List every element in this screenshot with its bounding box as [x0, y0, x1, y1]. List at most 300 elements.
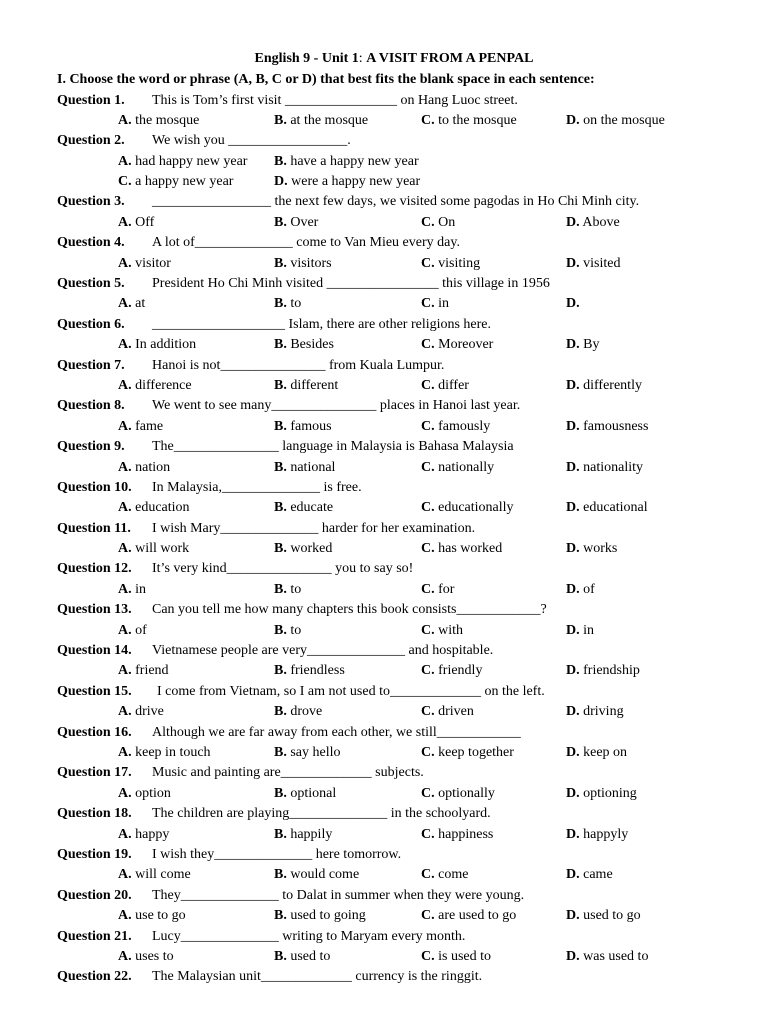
- question-item: [0, 845, 768, 865]
- question-number: Question 18.: [57, 806, 132, 822]
- answer-option: [274, 621, 301, 641]
- option-text: come: [438, 867, 469, 883]
- answer-option: [421, 294, 449, 314]
- answer-option: [118, 213, 154, 233]
- option-text: famous: [290, 418, 332, 434]
- question-item: [0, 91, 768, 111]
- answer-option: [421, 743, 514, 763]
- answer-option: [566, 213, 620, 233]
- option-text: in: [135, 581, 147, 597]
- question-text: I come from Vietnam, so I am not used to_____________ on the left.: [157, 683, 545, 699]
- option-text: have a happy new year: [290, 153, 419, 169]
- option-text: is used to: [438, 948, 492, 964]
- option-letter: C.: [421, 377, 435, 393]
- option-letter: C.: [421, 908, 435, 924]
- option-text: friendship: [583, 663, 640, 679]
- option-text: famousness: [583, 418, 649, 434]
- option-row: [0, 784, 768, 804]
- answer-option: [421, 906, 516, 926]
- option-text: optional: [290, 785, 337, 801]
- option-text: happiness: [438, 826, 494, 842]
- option-letter: D.: [566, 704, 580, 720]
- option-letter: D.: [566, 459, 580, 475]
- option-row: [0, 661, 768, 681]
- option-text: a happy new year: [135, 174, 234, 190]
- question-item: [0, 886, 768, 906]
- option-row: [0, 376, 768, 396]
- option-letter: A.: [118, 418, 132, 434]
- option-letter: B.: [274, 377, 287, 393]
- question-number: Question 11.: [57, 520, 131, 536]
- option-row: [0, 906, 768, 926]
- question-text: _________________ the next few days, we visited some pagodas in Ho Chi Minh city.: [152, 194, 640, 210]
- option-letter: D.: [566, 581, 580, 597]
- answer-option: [566, 702, 624, 722]
- option-letter: C.: [421, 112, 435, 128]
- option-text: uses to: [135, 948, 174, 964]
- option-text: works: [583, 541, 618, 557]
- question-number: Question 15.: [57, 683, 132, 699]
- option-text: education: [135, 500, 190, 516]
- answer-option: [421, 539, 502, 559]
- option-letter: B.: [274, 622, 287, 638]
- option-text: to: [290, 622, 302, 638]
- option-text: educate: [290, 500, 334, 516]
- option-text: used to go: [583, 908, 641, 924]
- question-text: I wish Mary______________ harder for her examination.: [152, 520, 476, 536]
- question-text: The Malaysian unit_____________ currency is the ringgit.: [152, 969, 483, 985]
- option-text: educationally: [438, 500, 514, 516]
- title-unit-name: A VISIT FROM A PENPAL: [366, 51, 534, 66]
- question-text: They______________ to Dalat in summer when they were young.: [152, 887, 525, 903]
- answer-option: [118, 172, 233, 192]
- question-text: Lucy______________ writing to Maryam every month.: [152, 928, 466, 944]
- option-text: friendless: [290, 663, 345, 679]
- option-letter: A.: [118, 112, 132, 128]
- option-letter: B.: [274, 826, 287, 842]
- answer-option: [566, 947, 648, 967]
- answer-option: [421, 458, 494, 478]
- question-item: [0, 641, 768, 661]
- option-letter: C.: [421, 785, 435, 801]
- option-letter: C.: [421, 418, 435, 434]
- answer-option: [274, 213, 318, 233]
- option-text: Besides: [290, 337, 334, 353]
- question-number: Question 4.: [57, 235, 125, 251]
- question-number: Question 10.: [57, 479, 132, 495]
- option-text: happyly: [583, 826, 629, 842]
- option-letter: C.: [421, 296, 435, 312]
- option-row: [0, 539, 768, 559]
- question-item: [0, 478, 768, 498]
- option-text: drive: [135, 704, 164, 720]
- answer-option: [118, 417, 163, 437]
- answer-option: [118, 702, 164, 722]
- option-letter: C.: [421, 826, 435, 842]
- option-text: the mosque: [135, 112, 200, 128]
- answer-option: [274, 702, 322, 722]
- option-letter: D.: [566, 500, 580, 516]
- option-letter: B.: [274, 214, 287, 230]
- option-text: at the mosque: [290, 112, 369, 128]
- answer-option: [274, 417, 332, 437]
- option-text: would come: [290, 867, 360, 883]
- option-letter: B.: [274, 153, 287, 169]
- option-text: happy: [135, 826, 170, 842]
- option-text: of: [135, 622, 147, 638]
- option-letter: C.: [421, 214, 435, 230]
- option-letter: C.: [421, 663, 435, 679]
- answer-option: [421, 335, 493, 355]
- question-text: We wish you _________________.: [152, 133, 351, 149]
- question-item: [0, 927, 768, 947]
- option-text: had happy new year: [135, 153, 248, 169]
- option-text: in: [583, 622, 595, 638]
- option-row: [0, 458, 768, 478]
- option-row: [0, 702, 768, 722]
- question-text: I wish they______________ here tomorrow.: [152, 846, 402, 862]
- question-text: President Ho Chi Minh visited ________________ this village in 1956: [152, 276, 550, 292]
- option-text: was used to: [583, 948, 649, 964]
- option-text: differ: [438, 377, 469, 393]
- answer-option: [421, 702, 474, 722]
- question-text: The children are playing______________ in the schoolyard.: [152, 806, 491, 822]
- question-number: Question 14.: [57, 643, 132, 659]
- option-letter: D.: [566, 948, 580, 964]
- option-letter: D.: [566, 867, 580, 883]
- option-letter: C.: [421, 948, 435, 964]
- option-letter: A.: [118, 541, 132, 557]
- title-separator: :: [358, 51, 367, 66]
- option-letter: D.: [566, 214, 580, 230]
- question-text: The_______________ language in Malaysia is Bahasa Malaysia: [152, 439, 514, 455]
- option-text: Above: [582, 214, 620, 230]
- answer-option: [566, 376, 642, 396]
- option-letter: B.: [274, 704, 287, 720]
- option-letter: A.: [118, 663, 132, 679]
- question-item: [0, 559, 768, 579]
- answer-option: [118, 743, 211, 763]
- answer-option: [118, 294, 145, 314]
- option-row: [0, 417, 768, 437]
- answer-option: [566, 458, 643, 478]
- option-text: By: [583, 337, 600, 353]
- option-text: educational: [583, 500, 648, 516]
- option-letter: C.: [421, 745, 435, 760]
- option-letter: B.: [274, 948, 287, 964]
- option-text: In addition: [135, 337, 197, 353]
- option-row: [0, 498, 768, 518]
- question-text: Vietnamese people are very______________ and hospitable.: [152, 643, 494, 659]
- answer-option: [566, 417, 648, 437]
- option-text: Off: [135, 214, 155, 230]
- answer-option: [421, 621, 463, 641]
- answer-option: [421, 661, 482, 681]
- option-text: difference: [135, 377, 192, 393]
- question-item: [0, 682, 768, 702]
- option-letter: B.: [274, 867, 287, 883]
- option-letter: A.: [118, 214, 132, 230]
- option-text: Moreover: [438, 337, 494, 353]
- option-letter: D.: [566, 663, 580, 679]
- option-text: of: [583, 581, 595, 597]
- option-letter: B.: [274, 541, 287, 557]
- option-letter: A.: [118, 153, 132, 169]
- option-letter: C.: [421, 255, 435, 271]
- option-letter: D.: [566, 908, 580, 924]
- option-letter: D.: [566, 622, 580, 638]
- answer-option: [118, 825, 169, 845]
- question-number: Question 20.: [57, 887, 132, 903]
- option-row: [0, 865, 768, 885]
- question-number: Question 22.: [57, 969, 132, 985]
- option-text: in: [438, 296, 450, 312]
- answer-option: [274, 743, 341, 763]
- answer-option: [566, 539, 617, 559]
- answer-option: [118, 661, 169, 681]
- option-text: Over: [290, 214, 319, 230]
- answer-option: [118, 458, 170, 478]
- option-letter: A.: [118, 459, 132, 475]
- answer-option: [566, 825, 628, 845]
- option-text: keep together: [438, 745, 514, 760]
- option-text: visited: [583, 255, 621, 271]
- question-item: [0, 396, 768, 416]
- answer-option: [566, 498, 648, 518]
- option-text: were a happy new year: [291, 174, 421, 190]
- option-text: visitor: [135, 255, 171, 271]
- option-text: optioning: [583, 785, 637, 801]
- option-text: differently: [583, 377, 642, 393]
- answer-option: [118, 621, 147, 641]
- question-number: Question 9.: [57, 439, 125, 455]
- answer-option: [118, 254, 171, 274]
- question-text: Music and painting are_____________ subjects.: [152, 765, 424, 781]
- option-letter: A.: [118, 908, 132, 924]
- answer-option: [118, 152, 247, 172]
- option-row: [0, 213, 768, 233]
- option-text: happily: [290, 826, 333, 842]
- option-text: to the mosque: [438, 112, 517, 128]
- question-item: [0, 519, 768, 539]
- option-letter: B.: [274, 663, 287, 679]
- option-text: will work: [135, 541, 190, 557]
- option-text: at: [135, 296, 146, 312]
- option-letter: C.: [421, 541, 435, 557]
- question-number: Question 7.: [57, 357, 125, 373]
- option-text: used to going: [290, 908, 366, 924]
- answer-option: [566, 743, 627, 763]
- option-text: came: [583, 867, 613, 883]
- answer-option: [118, 335, 196, 355]
- option-text: optionally: [438, 785, 495, 801]
- answer-option: [421, 498, 514, 518]
- answer-option: [118, 376, 192, 396]
- option-row: [0, 172, 768, 192]
- question-number: Question 3.: [57, 194, 125, 210]
- option-letter: D.: [566, 745, 580, 760]
- option-letter: A.: [118, 255, 132, 271]
- answer-option: [274, 825, 332, 845]
- option-letter: D.: [566, 541, 580, 557]
- answer-option: [566, 906, 641, 926]
- option-text: On: [438, 214, 456, 230]
- option-letter: B.: [274, 112, 287, 128]
- question-number: Question 8.: [57, 398, 125, 414]
- option-letter: D.: [566, 377, 580, 393]
- question-text: We went to see many_______________ places in Hanoi last year.: [152, 398, 521, 414]
- answer-option: [566, 580, 595, 600]
- answer-option: [274, 906, 366, 926]
- question-text: This is Tom’s first visit ________________ on Hang Luoc street.: [152, 92, 518, 108]
- answer-option: [118, 947, 174, 967]
- option-text: has worked: [438, 541, 503, 557]
- option-letter: D.: [566, 418, 580, 434]
- question-number: Question 19.: [57, 846, 132, 862]
- option-text: on the mosque: [583, 112, 665, 128]
- option-letter: D.: [566, 255, 580, 271]
- option-letter: C.: [421, 622, 435, 638]
- answer-option: [274, 580, 301, 600]
- option-text: nationally: [438, 459, 495, 475]
- option-text: option: [135, 785, 171, 801]
- option-text: visitors: [290, 255, 332, 271]
- option-letter: D.: [566, 296, 580, 312]
- option-letter: B.: [274, 908, 287, 924]
- question-item: [0, 600, 768, 620]
- answer-option: [118, 111, 199, 131]
- answer-option: [421, 417, 490, 437]
- option-letter: A.: [118, 337, 132, 353]
- option-letter: A.: [118, 377, 132, 393]
- answer-option: [274, 335, 334, 355]
- question-list: [0, 91, 768, 988]
- question-number: Question 13.: [57, 602, 132, 618]
- option-letter: B.: [274, 745, 287, 760]
- answer-option: [274, 539, 332, 559]
- option-text: driving: [583, 704, 624, 720]
- answer-option: [274, 784, 336, 804]
- option-letter: B.: [274, 418, 287, 434]
- option-text: friend: [135, 663, 169, 679]
- question-text: Hanoi is not_______________ from Kuala Lumpur.: [152, 357, 445, 373]
- question-item: [0, 233, 768, 253]
- option-letter: B.: [274, 459, 287, 475]
- answer-option: [421, 580, 454, 600]
- answer-option: [566, 621, 594, 641]
- question-item: [0, 967, 768, 987]
- answer-option: [118, 539, 189, 559]
- answer-option: [421, 213, 455, 233]
- answer-option: [274, 458, 335, 478]
- option-text: national: [290, 459, 336, 475]
- option-letter: B.: [274, 500, 287, 516]
- option-letter: B.: [274, 581, 287, 597]
- option-letter: D.: [566, 785, 580, 801]
- option-letter: C.: [421, 581, 435, 597]
- answer-option: [274, 661, 345, 681]
- question-item: [0, 437, 768, 457]
- option-row: [0, 825, 768, 845]
- option-letter: C.: [421, 337, 435, 353]
- question-text: It’s very kind_______________ you to say so!: [152, 561, 414, 577]
- option-letter: B.: [274, 337, 287, 353]
- answer-option: [118, 906, 186, 926]
- option-letter: A.: [118, 704, 132, 720]
- answer-option: [421, 784, 495, 804]
- answer-option: [566, 661, 640, 681]
- option-text: used to: [290, 948, 331, 964]
- option-letter: A.: [118, 622, 132, 638]
- option-text: keep in touch: [135, 745, 211, 760]
- option-letter: A.: [118, 745, 132, 760]
- option-row: [0, 580, 768, 600]
- option-row: [0, 254, 768, 274]
- option-text: for: [438, 581, 455, 597]
- option-text: to: [290, 296, 302, 312]
- option-text: to: [290, 581, 302, 597]
- option-text: keep on: [583, 745, 628, 760]
- answer-option: [118, 784, 171, 804]
- question-number: Question 6.: [57, 316, 125, 332]
- answer-option: [566, 784, 637, 804]
- option-letter: A.: [118, 500, 132, 516]
- option-row: [0, 152, 768, 172]
- answer-option: [566, 294, 594, 314]
- option-letter: B.: [274, 255, 287, 271]
- option-letter: D.: [566, 337, 580, 353]
- option-letter: D.: [274, 174, 288, 190]
- option-row: [0, 947, 768, 967]
- question-number: Question 16.: [57, 724, 132, 740]
- option-row: [0, 743, 768, 763]
- option-text: friendly: [438, 663, 483, 679]
- answer-option: [274, 152, 419, 172]
- question-text: A lot of______________ come to Van Mieu every day.: [152, 235, 460, 251]
- answer-option: [274, 172, 420, 192]
- option-letter: C.: [421, 704, 435, 720]
- answer-option: [118, 580, 146, 600]
- question-item: [0, 192, 768, 212]
- option-text: driven: [438, 704, 474, 720]
- option-text: with: [438, 622, 464, 638]
- page-title: [0, 49, 768, 69]
- option-text: famously: [438, 418, 491, 434]
- option-text: fame: [135, 418, 164, 434]
- question-text: Can you tell me how many chapters this book consists____________?: [152, 602, 547, 618]
- option-text: nation: [135, 459, 171, 475]
- option-text: use to go: [135, 908, 186, 924]
- answer-option: [118, 865, 191, 885]
- option-text: nationality: [583, 459, 644, 475]
- option-row: [0, 621, 768, 641]
- option-letter: B.: [274, 785, 287, 801]
- answer-option: [566, 865, 613, 885]
- option-letter: C.: [421, 500, 435, 516]
- option-row: [0, 111, 768, 131]
- option-letter: A.: [118, 948, 132, 964]
- option-letter: A.: [118, 581, 132, 597]
- option-text: say hello: [290, 745, 341, 760]
- answer-option: [421, 376, 469, 396]
- question-text: ___________________ Islam, there are other religions here.: [152, 316, 492, 332]
- answer-option: [274, 111, 368, 131]
- option-letter: A.: [118, 867, 132, 883]
- answer-option: [274, 254, 332, 274]
- option-text: visiting: [438, 255, 481, 271]
- question-number: Question 1.: [57, 92, 125, 108]
- answer-option: [566, 111, 665, 131]
